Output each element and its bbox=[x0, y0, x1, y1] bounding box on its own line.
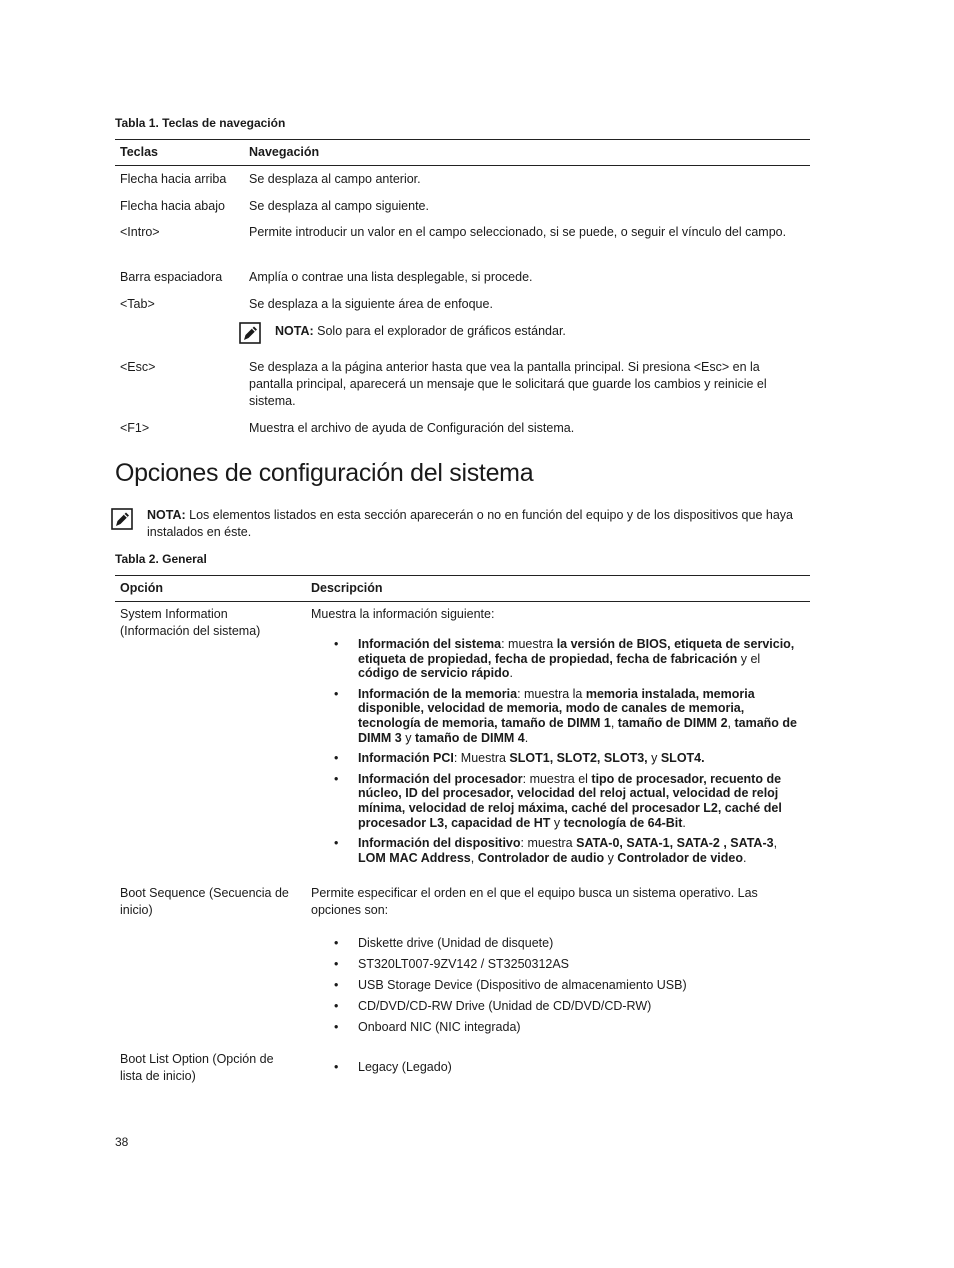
bullet: • bbox=[334, 1020, 339, 1034]
boot-list-value: Legacy (Legado) bbox=[358, 1060, 452, 1074]
bullet: • bbox=[334, 686, 339, 701]
text-run: código de servicio rápido bbox=[358, 666, 510, 681]
text-run: tamaño de DIMM 4 bbox=[414, 730, 525, 745]
text-run: Información de la memoria bbox=[358, 686, 518, 701]
bullet-text bbox=[358, 637, 794, 680]
option-system-information: System Information (Información del sistema) bbox=[120, 607, 261, 638]
text-run: . bbox=[509, 666, 513, 681]
bullet: • bbox=[334, 999, 339, 1013]
table2-header-rule bbox=[115, 601, 810, 602]
text-run: memoria instalada, memoria disponible, velocidad de memoria, modo de canales de memoria, tecnología de memoria, tamaño de DIMM 1 bbox=[358, 686, 755, 730]
table1-desc-cell: Se desplaza a la página anterior hasta que vea la pantalla principal. Si presiona <Esc> en la pantalla principal, aparecerá un mensaje que le solicitará que guarde los cambios y reinicie el sistema. bbox=[249, 360, 767, 408]
text-run: . bbox=[743, 850, 747, 865]
table1-key-cell: <Tab> bbox=[120, 297, 155, 311]
text-run: y bbox=[550, 815, 564, 830]
list-item bbox=[332, 1059, 802, 1076]
text-run: tamaño de DIMM 3 bbox=[358, 715, 797, 745]
boot-option: Diskette drive (Unidad de disquete) bbox=[358, 936, 554, 950]
text-run: tamaño de DIMM 2 bbox=[617, 715, 728, 730]
text-run: . bbox=[682, 815, 686, 830]
text-run: tipo de procesador, recuento de núcleo, ID del procesador, velocidad del reloj actual, velocidad de reloj mínima, velocidad de reloj máxima, caché del procesador L2, caché del procesador L3, capacidad de HT bbox=[358, 771, 782, 830]
bullet: • bbox=[334, 978, 339, 992]
table1-key-cell: Flecha hacia arriba bbox=[120, 172, 227, 186]
table1-desc-cell: Amplía o contrae una lista desplegable, si procede. bbox=[249, 270, 533, 284]
table2-caption: Tabla 2. General bbox=[115, 552, 207, 566]
table1-desc-cell: Muestra el archivo de ayuda de Configuración del sistema. bbox=[249, 421, 575, 435]
bullet: • bbox=[334, 836, 339, 851]
text-run: y bbox=[604, 850, 618, 865]
tab-note bbox=[275, 323, 795, 340]
list-item bbox=[332, 687, 802, 745]
text-run: , bbox=[610, 715, 618, 730]
section-note-text: Los elementos listados en esta sección aparecerán o no en función del equipo y de los dispositivos que haya instalados en éste. bbox=[147, 508, 793, 539]
table2-top-rule bbox=[115, 575, 810, 576]
boot-list-list bbox=[332, 1059, 802, 1076]
text-run: tecnología de 64-Bit bbox=[563, 815, 683, 830]
text-run: : muestra bbox=[501, 637, 557, 651]
table1-header-keys: Teclas bbox=[120, 145, 158, 159]
table1-key-cell: Barra espaciadora bbox=[120, 270, 223, 284]
tab-note-text: Solo para el explorador de gráficos estándar. bbox=[313, 324, 566, 338]
text-run: Información del dispositivo bbox=[358, 836, 521, 851]
bullet-text bbox=[358, 751, 705, 765]
boot-sequence-list bbox=[332, 933, 802, 1038]
list-item bbox=[332, 836, 802, 865]
section-note-label: NOTA: bbox=[147, 508, 186, 522]
text-run: Controlador de audio bbox=[477, 850, 605, 865]
bullet: • bbox=[334, 957, 339, 971]
text-run: SATA-0, SATA-1, SATA-2 , SATA-3 bbox=[576, 836, 774, 851]
table1-key-cell: <Intro> bbox=[120, 225, 160, 239]
table1-header-navigation: Navegación bbox=[249, 145, 320, 159]
section-title: Opciones de configuración del sistema bbox=[115, 459, 534, 487]
table1-header-rule bbox=[115, 165, 810, 166]
list-item bbox=[332, 954, 802, 975]
text-run: , bbox=[727, 715, 735, 730]
bullet: • bbox=[334, 751, 339, 766]
text-run: y bbox=[647, 751, 661, 766]
text-run: : Muestra bbox=[453, 751, 510, 766]
text-run: SLOT4. bbox=[660, 751, 705, 766]
boot-option: USB Storage Device (Dispositivo de almacenamiento USB) bbox=[358, 978, 687, 992]
text-run: , bbox=[773, 836, 778, 851]
text-run: Información del procesador bbox=[358, 771, 523, 786]
table2-header-description: Descripción bbox=[311, 581, 383, 595]
table1-desc-cell: Se desplaza al campo anterior. bbox=[249, 172, 421, 186]
table1-key-cell: Flecha hacia abajo bbox=[120, 199, 225, 213]
option-boot-sequence: Boot Sequence (Secuencia de inicio) bbox=[120, 886, 289, 917]
boot-option: CD/DVD/CD-RW Drive (Unidad de CD/DVD/CD-RW) bbox=[358, 999, 652, 1013]
list-item bbox=[332, 637, 802, 681]
bullet: • bbox=[334, 1060, 339, 1074]
table1-caption: Tabla 1. Teclas de navegación bbox=[115, 116, 286, 130]
table1-desc-cell: Permite introducir un valor en el campo seleccionado, si se puede, o seguir el vínculo del campo. bbox=[249, 225, 787, 239]
table2-header-option: Opción bbox=[120, 581, 164, 595]
text-run: Información PCI bbox=[358, 751, 454, 766]
boot-sequence-intro: Permite especificar el orden en el que el equipo busca un sistema operativo. Las opciones son: bbox=[311, 886, 758, 917]
text-run: y bbox=[401, 730, 415, 745]
table1-desc-cell: Se desplaza al campo siguiente. bbox=[249, 199, 429, 213]
list-item bbox=[332, 772, 802, 830]
section-note bbox=[147, 507, 802, 541]
page-number: 38 bbox=[115, 1135, 129, 1149]
text-run: : muestra bbox=[520, 836, 577, 851]
bullet: • bbox=[334, 936, 339, 950]
system-info-intro: Muestra la información siguiente: bbox=[311, 607, 495, 621]
text-run: Controlador de video bbox=[617, 850, 743, 865]
list-item bbox=[332, 933, 802, 954]
text-run: , bbox=[470, 850, 478, 865]
text-run: : muestra el bbox=[522, 771, 592, 786]
bullet: • bbox=[334, 637, 339, 651]
bullet-text bbox=[358, 772, 782, 830]
table1-key-cell: <F1> bbox=[120, 421, 150, 435]
text-run: y el bbox=[737, 651, 761, 666]
bullet: • bbox=[334, 771, 339, 786]
tab-note-label: NOTA: bbox=[275, 324, 314, 338]
option-boot-list: Boot List Option (Opción de lista de inicio) bbox=[120, 1052, 274, 1083]
table1-top-rule bbox=[115, 139, 810, 140]
bullet-text bbox=[358, 687, 797, 745]
table1-key-cell: <Esc> bbox=[120, 360, 156, 374]
text-run: . bbox=[524, 730, 529, 745]
text-run: LOM MAC Address bbox=[358, 850, 471, 865]
text-run: : muestra la bbox=[517, 686, 586, 701]
text-run: la versión de BIOS, etiqueta de servicio, etiqueta de propiedad, fecha de propiedad, fecha de fabricación bbox=[358, 637, 795, 666]
text-run: Información del sistema bbox=[358, 637, 502, 651]
list-item bbox=[332, 975, 802, 996]
text-run: SLOT1, SLOT2, SLOT3, bbox=[509, 751, 648, 766]
boot-option: ST320LT007-9ZV142 / ST3250312AS bbox=[358, 957, 570, 971]
list-item bbox=[332, 751, 802, 766]
boot-option: Onboard NIC (NIC integrada) bbox=[358, 1020, 521, 1034]
bullet-text bbox=[358, 836, 777, 865]
list-item bbox=[332, 1017, 802, 1038]
table1-desc-cell: Se desplaza a la siguiente área de enfoque. bbox=[249, 297, 493, 311]
note-pencil-icon bbox=[239, 322, 261, 344]
system-info-list bbox=[332, 637, 802, 871]
list-item bbox=[332, 996, 802, 1017]
note-pencil-icon bbox=[111, 508, 133, 530]
